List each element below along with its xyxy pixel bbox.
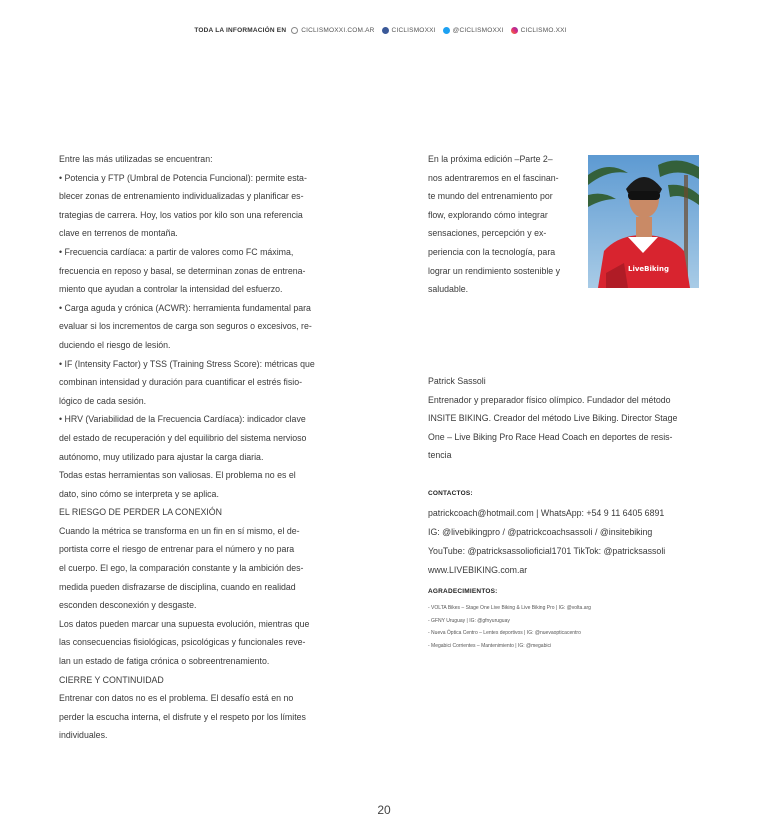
body-line: medida pueden disfrazarse de disciplina, cuando en realidad	[59, 581, 296, 592]
instagram-icon	[511, 27, 518, 34]
author-bio	[428, 372, 698, 465]
body-line: • IF (Intensity Factor) y TSS (Training Stress Score): métricas que	[59, 358, 315, 369]
body-line: Los datos pueden marcar una supuesta evolución, mientras que	[59, 618, 310, 629]
next-edition-note	[428, 150, 578, 299]
thanks-list	[428, 602, 708, 652]
thanks-heading: AGRADECIMIENTOS:	[428, 588, 498, 595]
body-line: lan un estado de fatiga crónica o sobreentrenamiento.	[59, 656, 270, 667]
body-line: lograr un rendimiento sostenible y	[428, 265, 561, 276]
body-line: One – Live Biking Pro Race Head Coach en deportes de resis-	[428, 431, 673, 442]
body-line: Entrenador y preparador físico olímpico. Fundador del método	[428, 394, 671, 405]
body-line: nos adentraremos en el fascinan-	[428, 172, 559, 183]
body-line: del estado de recuperación y del equilibrio del sistema nervioso	[59, 432, 307, 443]
body-line: saludable.	[428, 284, 469, 295]
section-heading: EL RIESGO DE PERDER LA CONEXIÓN	[59, 507, 222, 518]
header-lead: TODA LA INFORMACIÓN EN	[194, 27, 287, 34]
body-line: • Frecuencia cardíaca: a partir de valores como FC máxima,	[59, 246, 294, 257]
body-line: flow, explorando cómo integrar	[428, 209, 548, 220]
body-line: duciendo el riesgo de lesión.	[59, 339, 171, 350]
page-number: 20	[377, 803, 391, 817]
body-line: blecer zonas de entrenamiento individualizadas y planificar es-	[59, 191, 304, 202]
body-line: En la próxima edición –Parte 2–	[428, 154, 553, 164]
header-link-web[interactable]: CICLISMOXXI.COM.AR	[291, 27, 374, 34]
body-line: esconden desconexión y desgaste.	[59, 600, 197, 611]
body-line: • HRV (Variabilidad de la Frecuencia Cardíaca): indicador clave	[59, 414, 306, 425]
body-line: Entre las más utilizadas se encuentran:	[59, 154, 213, 164]
thanks-line: - Nueva Óptica Centro – Lentes deportivos | IG: @nuevaopticacentro	[428, 630, 581, 636]
body-line: Todas estas herramientas son valiosas. El problema no es el	[59, 470, 296, 481]
body-line: trategias de carrera. Hoy, los vatios por kilo son una referencia	[59, 209, 303, 220]
article-body-left	[59, 150, 325, 745]
contacts-list	[428, 504, 703, 580]
body-line: frecuencia en reposo y basal, se determinan zonas de entrena-	[59, 265, 306, 276]
thanks-line: - VOLTA Bikes – Stage One Live Biking & Live Biking Pro | IG: @volta.arg	[428, 605, 591, 611]
body-line: individuales.	[59, 730, 108, 741]
body-line: el cuerpo. El ego, la comparación constante y la ambición des-	[59, 563, 304, 574]
body-line: las consecuencias fisiológicas, psicológicas y funcionales reve-	[59, 637, 306, 648]
globe-icon	[291, 27, 298, 34]
author-photo	[588, 155, 699, 288]
header-link-facebook[interactable]: CICLISMOXXI	[382, 27, 436, 34]
contact-link[interactable]: www.LIVEBIKING.com.ar	[428, 565, 528, 575]
body-line: miento que ayudan a controlar la intensidad del esfuerzo.	[59, 284, 283, 295]
contact-line: patrickcoach@hotmail.com | WhatsApp: +54 9 11 6405 6891	[428, 508, 665, 518]
body-line: clave en terrenos de montaña.	[59, 228, 178, 239]
body-line: lógico de cada sesión.	[59, 395, 147, 406]
body-line: Cuando la métrica se transforma en un fin en sí mismo, el de-	[59, 525, 300, 536]
author-photo-illustration	[588, 155, 699, 288]
author-name: Patrick Sassoli	[428, 376, 486, 386]
body-line: autónomo, muy utilizado para ajustar la carga diaria.	[59, 451, 264, 462]
contact-line: YouTube: @patricksassolioficial1701 TikTok: @patricksassoli	[428, 546, 666, 556]
body-line: portista corre el riesgo de entrenar para el número y no para	[59, 544, 295, 555]
body-line: Entrenar con datos no es el problema. El desafío está en no	[59, 693, 294, 704]
contacts-heading: CONTACTOS:	[428, 490, 473, 497]
section-heading: CIERRE Y CONTINUIDAD	[59, 674, 164, 685]
twitter-icon	[443, 27, 450, 34]
body-line: perder la escucha interna, el disfrute y el respeto por los límites	[59, 711, 306, 722]
body-line: sensaciones, percepción y ex-	[428, 228, 547, 239]
body-line: tencia	[428, 450, 452, 461]
body-line: • Potencia y FTP (Umbral de Potencia Funcional): permite esta-	[59, 172, 307, 183]
thanks-line: - GFNY Uruguay | IG: @gfnyuruguay	[428, 617, 510, 624]
header-link-twitter[interactable]: @CICLISMOXXI	[443, 27, 504, 34]
body-line: evaluar si los incrementos de carga son seguros o excesivos, re-	[59, 321, 312, 332]
body-line: combinan intensidad y duración para cuantificar el estrés fisio-	[59, 377, 303, 388]
facebook-icon	[382, 27, 389, 34]
header-link-instagram[interactable]: CICLISMO.XXI	[511, 27, 567, 34]
jersey-text: LiveBiking	[628, 265, 669, 273]
body-line: INSITE BIKING. Creador del método Live Biking. Director Stage	[428, 413, 678, 424]
header-bar	[0, 27, 768, 34]
thanks-line: - Megabici Corrientes – Mantenimiento | IG: @megabici	[428, 642, 552, 649]
body-line: dato, sino cómo se interpreta y se aplica.	[59, 488, 219, 499]
contact-line: IG: @livebikingpro / @patrickcoachsassoli / @insitebiking	[428, 527, 653, 537]
body-line: te mundo del entrenamiento por	[428, 191, 553, 202]
body-line: • Carga aguda y crónica (ACWR): herramienta fundamental para	[59, 302, 311, 313]
body-line: periencia con la tecnología, para	[428, 246, 556, 257]
